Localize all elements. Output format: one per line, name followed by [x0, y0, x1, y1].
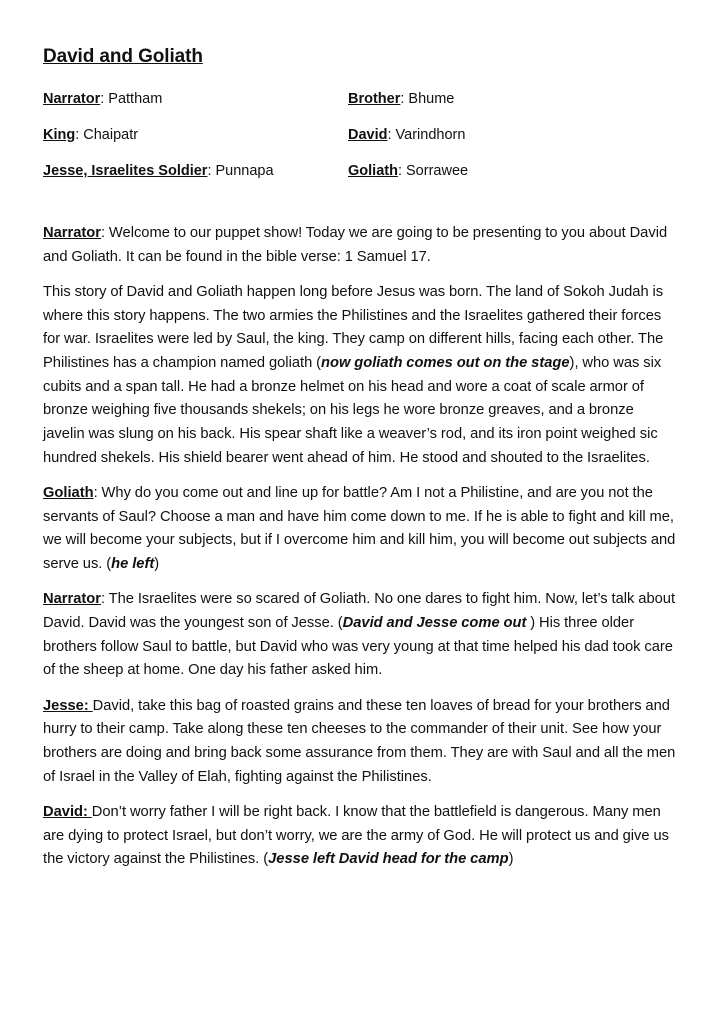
dialogue-text: : Why do you come out and line up for battle? Am I not a Philistine, and are you not the servants of Saul? Choose a man and have him come down to me. If he is able to fight and kill me, we will become your subjects, but if I overcome him and kill him, you will become out subjects and serve us. ( — [43, 485, 676, 573]
cast-entry-david — [348, 125, 465, 145]
cast-entry-narrator — [43, 89, 162, 109]
dialogue-text: David, take this bag of roasted grains and these ten loaves of bread for your brothers and hurry to their camp. Take along these ten cheeses to the commander of their unit. See how your brothers are doing and bring back some assurance from them. They are with Saul and all the men of Israel in the Valley of Elah, fighting against the Philistines. — [43, 697, 676, 785]
cast-role: Narrator — [43, 91, 101, 107]
cast-actor: : Chaipatr — [75, 127, 139, 143]
dialogue-text: : Welcome to our puppet show! Today we are going to be presenting to you about David and Goliath. It can be found in the bible verse: 1 Samuel 17. — [43, 225, 668, 265]
cast-actor: : Pattham — [100, 91, 163, 107]
cast-entry-jesse — [43, 161, 274, 181]
cast-entry-brother — [348, 89, 454, 109]
cast-role: Jesse, Israelites Soldier — [43, 163, 208, 179]
dialogue-text: ) — [154, 556, 160, 573]
script-body — [43, 222, 679, 872]
cast-role: David — [348, 127, 388, 143]
speaker-label: David: — [43, 803, 92, 820]
cast-list — [43, 89, 679, 199]
speaker-label: Goliath — [43, 485, 94, 502]
stage-direction: David and Jesse come out — [342, 615, 531, 632]
stage-direction: now goliath comes out on the stage — [321, 355, 570, 372]
narration-text: ), who was six cubits and a span tall. He had a bronze helmet on his head and wore a coat of scale armor of bronze weighing five thousands shekels; on his legs he wore bronze greaves, and a bronze javelin was slung on his back. His spear shaft like a weaver’s rod, and its iron point weighed sic hundred shekels. His shield bearer went ahead of him. He stood and shouted to the Israelites. — [43, 355, 662, 466]
cast-entry-goliath — [348, 161, 468, 181]
script-paragraph-goliath — [43, 482, 679, 577]
cast-entry-king — [43, 125, 138, 145]
dialogue-text: : The Israelites were so scared of Goliath. No one dares to fight him. Now, let’s talk about David. David was the youngest son of Jesse. ( — [43, 591, 676, 632]
cast-actor: : Bhume — [400, 91, 455, 107]
script-paragraph-narrator-david — [43, 588, 679, 683]
cast-actor: : Sorrawee — [397, 163, 469, 179]
narration-text: This story of David and Goliath happen long before Jesus was born. The land of Sokoh Judah is where this story happens. The two armies the Philistines and the Israelites gathered their forces for war. Israelites were led by Saul, the king. They camp on different hills, facing each other. The Philistines has a champion named goliath ( — [43, 283, 664, 372]
document-title: David and Goliath — [43, 46, 203, 67]
cast-actor: : Punnapa — [207, 163, 274, 179]
stage-direction: he left — [111, 556, 155, 573]
speaker-label: Narrator — [43, 225, 101, 241]
cast-actor: : Varindhorn — [387, 127, 466, 143]
dialogue-text: Don’t worry father I will be right back. I know that the battlefield is dangerous. Many men are dying to protect Israel, but don’t worry, we are the army of God. He will protect us and give us the victory against the Philistines. ( — [43, 803, 669, 868]
script-paragraph-story — [43, 281, 679, 471]
script-paragraph-jesse — [43, 695, 679, 790]
stage-direction: Jesse left David head for the camp — [268, 851, 509, 868]
dialogue-text: ) His three older brothers follow Saul to battle, but David who was very young at that time helped his dad took care of the sheep at home. One day his father asked him. — [43, 615, 673, 679]
script-paragraph-david — [43, 801, 679, 872]
cast-role: Goliath — [348, 163, 398, 179]
document-page — [43, 42, 679, 884]
cast-role: King — [43, 127, 76, 143]
cast-role: Brother — [348, 91, 401, 107]
dialogue-text: ) — [508, 851, 514, 868]
speaker-label: Jesse: — [43, 697, 93, 714]
script-paragraph-narrator-intro — [43, 222, 679, 269]
speaker-label: Narrator — [43, 591, 101, 608]
